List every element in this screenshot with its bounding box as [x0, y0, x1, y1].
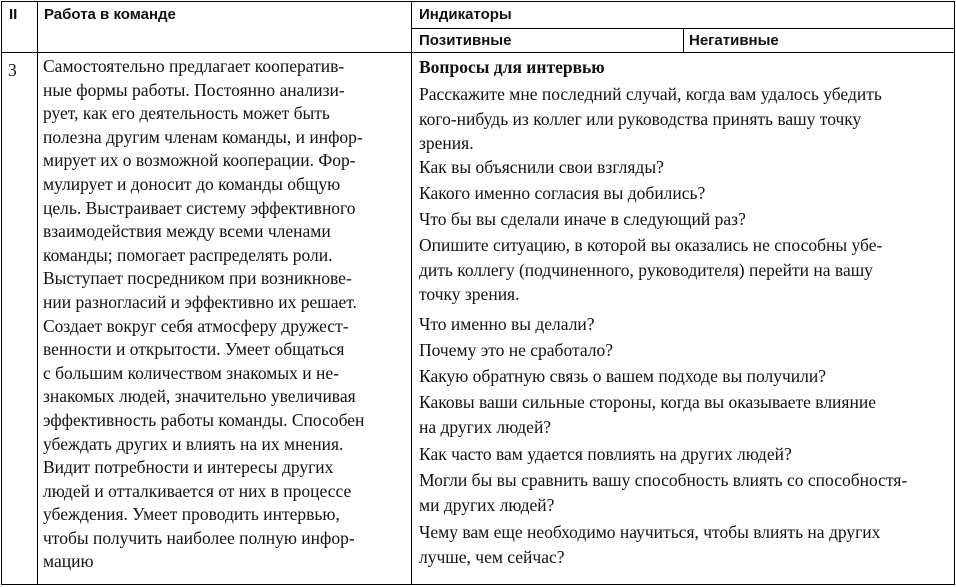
interview-question [419, 442, 792, 467]
question-line: Почему это не сработало? [419, 340, 614, 360]
question-line: Как часто вам удается повлиять на других людей? [419, 444, 792, 464]
question-line: Расскажите мне последний случай, когда вам удалось убедить [419, 84, 882, 104]
table-border-bottom [1, 584, 955, 585]
description-line: мацию [43, 551, 94, 572]
question-line: лучше, чем сейчас? [419, 546, 565, 567]
competency-description [43, 55, 364, 574]
interview-question [419, 181, 705, 206]
table-border-top [1, 1, 955, 2]
description-line: взаимодействия между всеми членами [43, 221, 331, 242]
interview-question [419, 468, 907, 517]
header-indicators: Индикаторы [419, 6, 512, 23]
question-line: зрения. [419, 133, 474, 153]
question-line: дить коллегу (подчиненного, руководителя) перейти на вашу [419, 259, 873, 280]
description-line: чтобы получить наиболее полную инфор- [43, 527, 355, 548]
col-divider-competency [411, 1, 412, 585]
header-positive: Позитивные [419, 32, 512, 49]
interview-question [419, 155, 664, 180]
description-line: полезна другим членам команды, и инфор- [43, 126, 363, 147]
description-line: нии разногласий и эффективно их решает. [43, 291, 357, 312]
description-line: с большим количеством знакомых и не- [43, 362, 339, 383]
question-line: кого-нибудь из коллег или руководства принять вашу точку [419, 108, 862, 129]
question-line: Что именно вы делали? [419, 314, 595, 334]
header-bottom-divider [1, 52, 955, 53]
description-line: мулирует и доносит до команды общую [43, 173, 341, 194]
question-line: на других людей? [419, 416, 552, 437]
table-border-right [954, 1, 955, 585]
description-line: ные формы работы. Постоянно анализи- [43, 79, 345, 100]
questions-title: Вопросы для интервью [419, 57, 605, 77]
row-number: 3 [8, 60, 17, 80]
question-line: Какую обратную связь о вашем подходе вы получили? [419, 366, 827, 386]
question-line: точку зрения. [419, 284, 520, 304]
table-border-left [1, 1, 2, 585]
question-line: Могли бы вы сравнить вашу способность влиять со способностя- [419, 470, 908, 490]
description-line: людей и отталкивается от них в процессе [43, 480, 352, 501]
interview-question [419, 520, 880, 569]
description-line: мирует их о возможной кооперации. Фор- [43, 150, 356, 171]
interview-question [419, 82, 882, 156]
question-line: Чему вам еще необходимо научиться, чтобы влиять на других [419, 522, 881, 542]
description-line: Самостоятельно предлагает кооператив- [43, 56, 345, 76]
description-line: команды; помогает распределять роли. [43, 244, 333, 265]
description-line: цель. Выстраивает систему эффективного [43, 197, 356, 218]
col-divider-pos-neg [683, 28, 684, 53]
description-line: убеждения. Умеет проводить интервью, [43, 504, 340, 525]
question-line: ми других людей? [419, 494, 555, 515]
interview-question [419, 207, 746, 232]
description-line: венности и открытости. Умеет общаться [43, 339, 345, 360]
question-line: Какого именно согласия вы добились? [419, 183, 706, 203]
header-competency: Работа в команде [44, 6, 176, 23]
description-line: убеждать других и влиять на их мнения. [43, 433, 344, 454]
interview-question [419, 312, 595, 337]
question-line: Каковы ваши сильные стороны, когда вы оказываете влияние [419, 392, 876, 412]
description-line: эффективность работы команды. Способен [43, 409, 365, 430]
header-index: II [9, 6, 18, 23]
question-line: Опишите ситуацию, в которой вы оказались не способны убе- [419, 235, 883, 255]
interview-question [419, 364, 826, 389]
question-line: Что бы вы сделали иначе в следующий раз? [419, 209, 746, 229]
header-negative: Негативные [689, 32, 779, 49]
description-line: Создает вокруг себя атмосферу дружест- [43, 315, 349, 336]
description-line: знакомых людей, значительно увеличивая [43, 386, 356, 407]
interview-question [419, 338, 613, 363]
question-line: Как вы объяснили свои взгляды? [419, 157, 664, 177]
description-line: Выступает посредником при возникнове- [43, 268, 352, 289]
description-line: рует, как его деятельность может быть [43, 103, 330, 124]
description-line: Видит потребности и интересы других [43, 457, 334, 478]
interview-question [419, 233, 882, 307]
interview-question [419, 390, 876, 439]
col-divider-index [37, 1, 38, 585]
